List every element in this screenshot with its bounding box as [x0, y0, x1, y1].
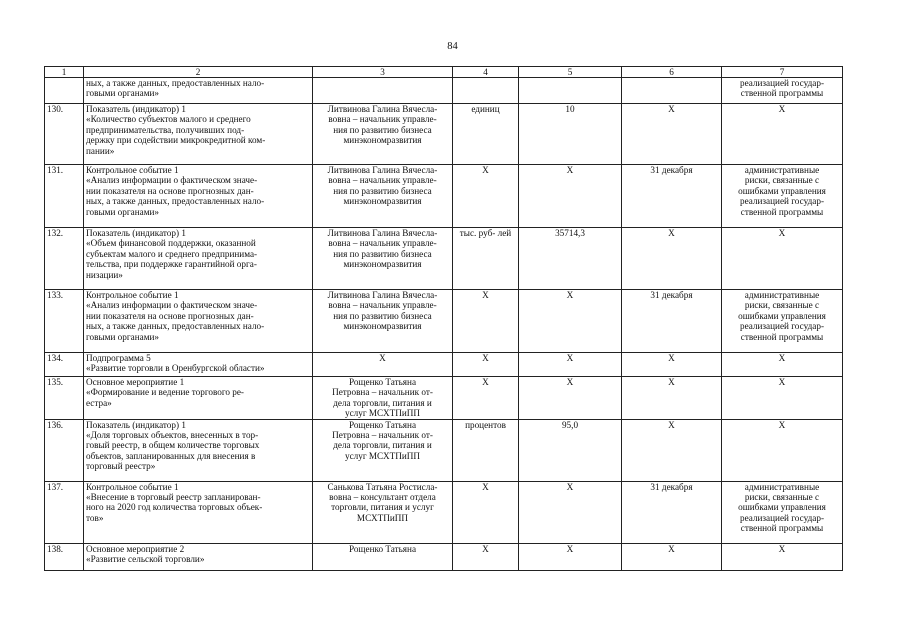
responsible-person	[313, 543, 453, 570]
header-row	[45, 67, 843, 78]
item-name	[84, 290, 313, 353]
item-name	[84, 377, 313, 420]
item-name-text: Контрольное событие 1 «Внесение в торговый реестр запланирован- ного на 2020 год количества торговых объек- тов»	[86, 481, 263, 523]
deadline-cell-text: X	[668, 353, 675, 363]
risk-cell-text: административные риски, связанные с ошибками управления реализацией государ- ственной программы	[738, 481, 826, 534]
item-name-text: Контрольное событие 1 «Анализ информации о фактическом значе- нии показателя на основе прогнозных дан- ных, а также данных, предоставленных нало- говыми органами»	[86, 165, 265, 217]
risk-cell	[722, 78, 843, 104]
row-number-text: 135.	[47, 377, 64, 387]
unit-cell	[453, 419, 519, 481]
item-name-text: Показатель (индикатор) 1 «Объем финансовой поддержки, оказанной субъектам малого и среднего предпринима- тельства, при поддержке гарантийной орга- низации»	[86, 228, 258, 280]
column-header: 3	[313, 67, 453, 78]
value-cell	[519, 104, 622, 165]
value-cell	[519, 165, 622, 228]
table-row	[45, 543, 843, 570]
item-name-text: Показатель (индикатор) 1 «Количество субъектов малого и среднего предпринимательства, получивших под- держку при содействии микрокредитной ком- пании»	[86, 104, 266, 156]
column-header: 6	[622, 67, 722, 78]
table-row	[45, 228, 843, 290]
risk-cell	[722, 419, 843, 481]
item-name	[84, 543, 313, 570]
row-number-text: 138.	[47, 543, 64, 554]
responsible-person-text: Рощенко Татьяна	[348, 543, 417, 554]
row-number-text: 133.	[47, 290, 64, 300]
deadline-cell	[622, 228, 722, 290]
responsible-person-text: Литвинова Галина Вячесла- вовна – начальник управле- ния по развитию бизнеса минэкономразвития	[327, 104, 438, 146]
table-row	[45, 377, 843, 420]
deadline-cell	[622, 377, 722, 420]
item-name-text: Показатель (индикатор) 1 «Доля торговых объектов, внесенных в тор- говый реестр, в общем количестве торговых объектов, запланированных для внесения в торговый реестр»	[86, 419, 260, 472]
table-row	[45, 78, 843, 104]
row-number-text: 137.	[47, 481, 64, 492]
deadline-cell	[622, 78, 722, 104]
column-header: 1	[45, 67, 84, 78]
responsible-person	[313, 377, 453, 420]
unit-cell	[453, 353, 519, 377]
row-number-text: 136.	[47, 419, 64, 430]
table-row	[45, 165, 843, 228]
value-cell-text: X	[566, 353, 574, 363]
responsible-person-text: Литвинова Галина Вячесла- вовна – начальник управле- ния по развитию бизнеса минэкономразвития	[327, 165, 438, 207]
deadline-cell-text: X	[668, 419, 675, 430]
column-header: 2	[84, 67, 313, 78]
value-cell	[519, 228, 622, 290]
item-name-text: Основное мероприятие 2 «Развитие сельской торговли»	[86, 543, 205, 565]
unit-cell-text: X	[482, 165, 489, 175]
responsible-person	[313, 104, 453, 165]
risk-cell	[722, 353, 843, 377]
risk-cell	[722, 481, 843, 543]
table-row	[45, 290, 843, 353]
item-name	[84, 419, 313, 481]
item-name-text: Основное мероприятие 1 «Формирование и ведение торгового ре- естра»	[86, 377, 244, 408]
item-name-text: Подпрограмма 5 «Развитие торговли в Оренбургской области»	[86, 353, 265, 374]
risk-cell-text: X	[778, 377, 786, 387]
item-name-text: ных, а также данных, предоставленных нало- говыми органами»	[86, 78, 265, 99]
value-cell	[519, 290, 622, 353]
deadline-cell-text: X	[668, 104, 675, 114]
table-row	[45, 481, 843, 543]
responsible-person	[313, 228, 453, 290]
row-number	[45, 78, 84, 104]
unit-cell-text: X	[482, 481, 489, 492]
responsible-person-text: Литвинова Галина Вячесла- вовна – начальник управле- ния по развитию бизнеса минэкономразвития	[327, 228, 438, 270]
item-name	[84, 165, 313, 228]
responsible-person-text: X	[379, 353, 386, 363]
value-cell	[519, 543, 622, 570]
risk-cell-text: X	[778, 543, 786, 554]
risk-cell	[722, 377, 843, 420]
unit-cell-text: тыс. руб- лей	[459, 228, 512, 238]
value-cell-text: 10	[565, 104, 575, 114]
value-cell-text: 95,0	[561, 419, 579, 430]
item-name	[84, 228, 313, 290]
responsible-person	[313, 481, 453, 543]
deadline-cell	[622, 104, 722, 165]
responsible-person	[313, 419, 453, 481]
value-cell-text: X	[566, 290, 574, 300]
unit-cell	[453, 290, 519, 353]
deadline-cell-text: X	[668, 377, 675, 387]
unit-cell	[453, 104, 519, 165]
responsible-person	[313, 290, 453, 353]
item-name	[84, 104, 313, 165]
risk-cell-text: X	[778, 419, 786, 430]
row-number	[45, 104, 84, 165]
item-name	[84, 78, 313, 104]
responsible-person-text: Санькова Татьяна Ростисла- вовна – консультант отдела торговли, питания и услуг МСХТПиПП	[327, 481, 438, 523]
item-name-text: Контрольное событие 1 «Анализ информации о фактическом значе- нии показателя на основе прогнозных дан- ных, а также данных, предоставленных нало- говыми органами»	[86, 290, 265, 342]
deadline-cell	[622, 419, 722, 481]
unit-cell	[453, 165, 519, 228]
value-cell	[519, 353, 622, 377]
value-cell	[519, 419, 622, 481]
column-header: 5	[519, 67, 622, 78]
risk-cell-text: X	[778, 353, 786, 363]
table-row	[45, 104, 843, 165]
value-cell-text: X	[566, 481, 574, 492]
value-cell-text: X	[566, 165, 574, 175]
value-cell	[519, 78, 622, 104]
row-number-text: 131.	[47, 165, 64, 175]
unit-cell	[453, 228, 519, 290]
responsible-person	[313, 353, 453, 377]
risk-cell	[722, 543, 843, 570]
unit-cell-text: X	[482, 543, 489, 554]
risk-cell-text: административные риски, связанные с ошибками управления реализацией государ- ственной программы	[738, 290, 826, 342]
risk-cell-text: X	[778, 228, 786, 238]
unit-cell-text: X	[482, 353, 489, 363]
row-number-text: 130.	[47, 104, 64, 114]
unit-cell-text: X	[482, 290, 489, 300]
deadline-cell-text: 31 декабря	[650, 481, 693, 492]
value-cell-text: X	[566, 543, 574, 554]
unit-cell	[453, 481, 519, 543]
unit-cell-text: X	[482, 377, 489, 387]
column-header: 4	[453, 67, 519, 78]
responsible-person-text: Рощенко Татьяна Петровна – начальник от- дела торговли, питания и услуг МСХТПиПП	[332, 419, 433, 461]
row-number	[45, 543, 84, 570]
risk-cell-text: X	[778, 104, 786, 114]
responsible-person-text: Литвинова Галина Вячесла- вовна – начальник управле- ния по развитию бизнеса минэкономразвития	[327, 290, 438, 332]
risk-cell-text: реализацией государ- ственной программы	[739, 78, 824, 99]
row-number-text: 132.	[47, 228, 64, 238]
risk-cell	[722, 290, 843, 353]
row-number	[45, 481, 84, 543]
responsible-person-text: Рощенко Татьяна Петровна – начальник от- дела торговли, питания и услуг МСХТПиПП	[332, 377, 433, 419]
table-row	[45, 419, 843, 481]
row-number-text: 134.	[47, 353, 64, 363]
value-cell-text: X	[566, 377, 574, 387]
risk-cell	[722, 165, 843, 228]
deadline-cell-text: X	[668, 543, 675, 554]
row-number	[45, 419, 84, 481]
value-cell	[519, 377, 622, 420]
unit-cell-text: процентов	[465, 419, 506, 430]
item-name	[84, 481, 313, 543]
risk-cell-text: административные риски, связанные с ошибками управления реализацией государ- ственной программы	[738, 165, 826, 217]
deadline-cell	[622, 481, 722, 543]
row-number	[45, 353, 84, 377]
risk-cell	[722, 104, 843, 165]
row-number	[45, 290, 84, 353]
deadline-cell	[622, 543, 722, 570]
deadline-cell-text: 31 декабря	[650, 290, 693, 300]
value-cell-text: 35714,3	[555, 228, 585, 238]
row-number	[45, 228, 84, 290]
plan-table	[44, 66, 843, 571]
responsible-person	[313, 78, 453, 104]
deadline-cell-text: 31 декабря	[650, 165, 693, 175]
unit-cell-text: единиц	[471, 104, 500, 114]
unit-cell	[453, 543, 519, 570]
deadline-cell	[622, 353, 722, 377]
risk-cell	[722, 228, 843, 290]
item-name	[84, 353, 313, 377]
deadline-cell	[622, 165, 722, 228]
column-header: 7	[722, 67, 843, 78]
row-number	[45, 165, 84, 228]
responsible-person	[313, 165, 453, 228]
table-row	[45, 353, 843, 377]
unit-cell	[453, 78, 519, 104]
deadline-cell-text: X	[668, 228, 675, 238]
value-cell	[519, 481, 622, 543]
page-number: 84	[447, 41, 458, 52]
unit-cell	[453, 377, 519, 420]
row-number	[45, 377, 84, 420]
deadline-cell	[622, 290, 722, 353]
